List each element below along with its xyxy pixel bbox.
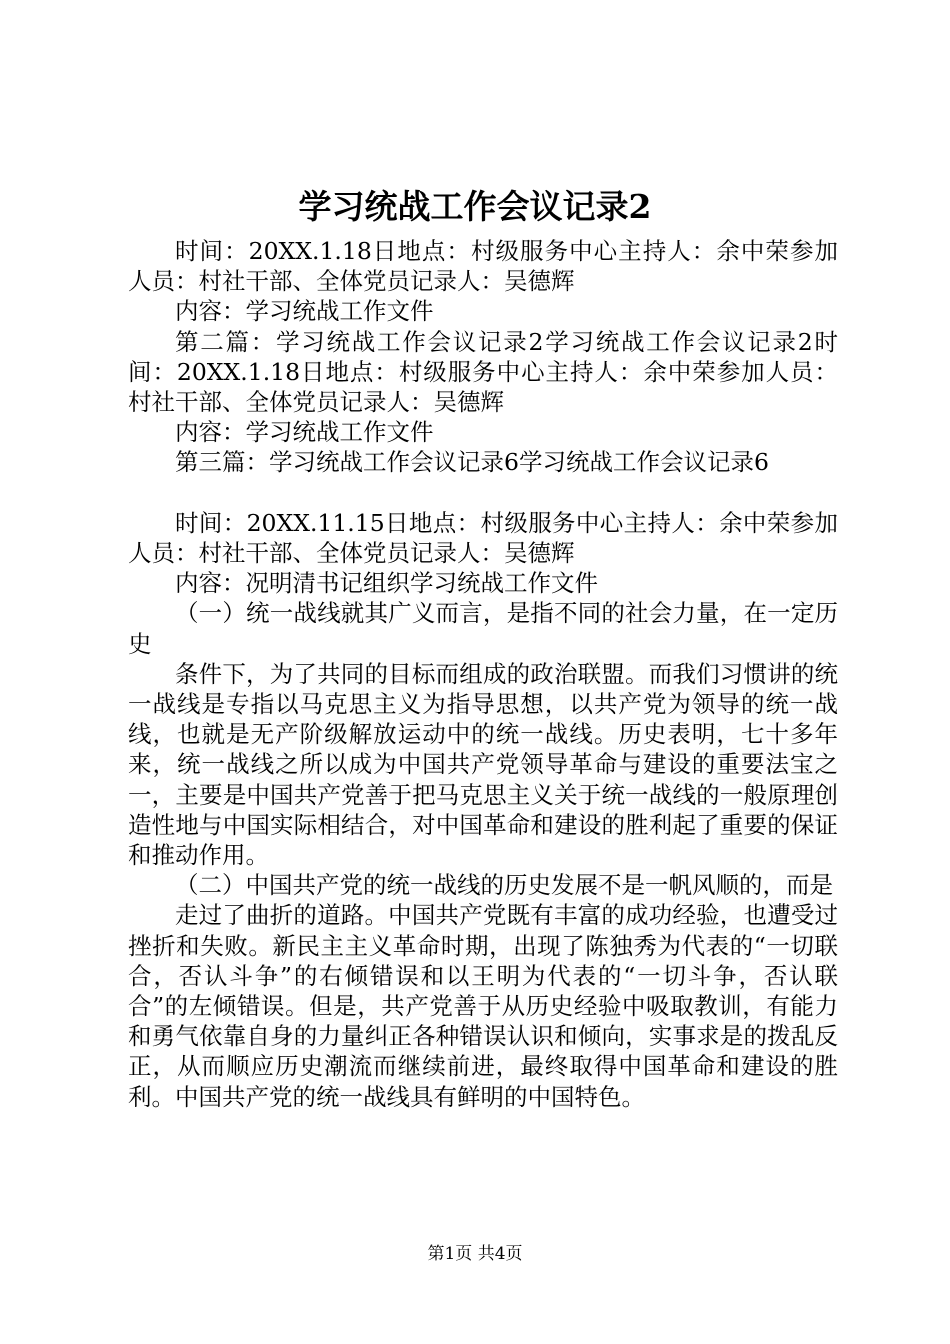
paragraph-meeting-info-1: 时间：20XX.1.18日地点：村级服务中心主持人：余中荣参加人员：村社干部、全体党员记录人：吴德辉 bbox=[128, 237, 838, 296]
document-title: 学习统战工作会议记录2 bbox=[298, 187, 652, 226]
paragraph-point-2-body: 走过了曲折的道路。中国共产党既有丰富的成功经验，也遭受过挫折和失败。新民主主义革命时期，出现了陈独秀为代表的“一切联合，否认斗争”的右倾错误和以王明为代表的“一切斗争，否认联合”的左倾错误。但是，共产党善于从历史经验中吸取教训，有能力和勇气依靠自身的力量纠正各种错误认识和倾向，实事求是的拨乱反正，从而顺应历史潮流而继续前进，最终取得中国革命和建设的胜利。中国共产党的统一战线具有鲜明的中国特色。 bbox=[128, 901, 838, 1111]
document-body bbox=[128, 236, 838, 1112]
paragraph-meeting-info-3: 时间：20XX.11.15日地点：村级服务中心主持人：余中荣参加人员：村社干部、全体党员记录人：吴德辉 bbox=[128, 508, 838, 568]
page-footer: 第1页 共4页 bbox=[427, 1244, 523, 1264]
blank-line bbox=[128, 478, 838, 508]
paragraph-section-3: 第三篇：学习统战工作会议记录6学习统战工作会议记录6 bbox=[175, 448, 769, 477]
paragraph-content-2: 内容：学习统战工作文件 bbox=[175, 418, 434, 447]
paragraph-section-2: 第二篇：学习统战工作会议记录2学习统战工作会议记录2时间：20XX.1.18日地点：村级服务中心主持人：余中荣参加人员：村社干部、全体党员记录人：吴德辉 bbox=[128, 327, 838, 417]
paragraph-point-2-lead: （二）中国共产党的统一战线的历史发展不是一帆风顺的，而是 bbox=[175, 871, 833, 900]
paragraph-point-1-body: 条件下，为了共同的目标而组成的政治联盟。而我们习惯讲的统一战线是专指以马克思主义为指导思想，以共产党为领导的统一战线，也就是无产阶级解放运动中的统一战线。历史表明，七十多年来，统一战线之所以成为中国共产党领导革命与建设的重要法宝之一，主要是中国共产党善于把马克思主义关于统一战线的一般原理创造性地与中国实际相结合，对中国革命和建设的胜利起了重要的保证和推动作用。 bbox=[128, 659, 838, 870]
paragraph-point-1-lead: （一）统一战线就其广义而言，是指不同的社会力量，在一定历史 bbox=[128, 599, 838, 658]
paragraph-content-1: 内容：学习统战工作文件 bbox=[175, 297, 434, 326]
paragraph-content-3: 内容：况明清书记组织学习统战工作文件 bbox=[175, 569, 598, 598]
